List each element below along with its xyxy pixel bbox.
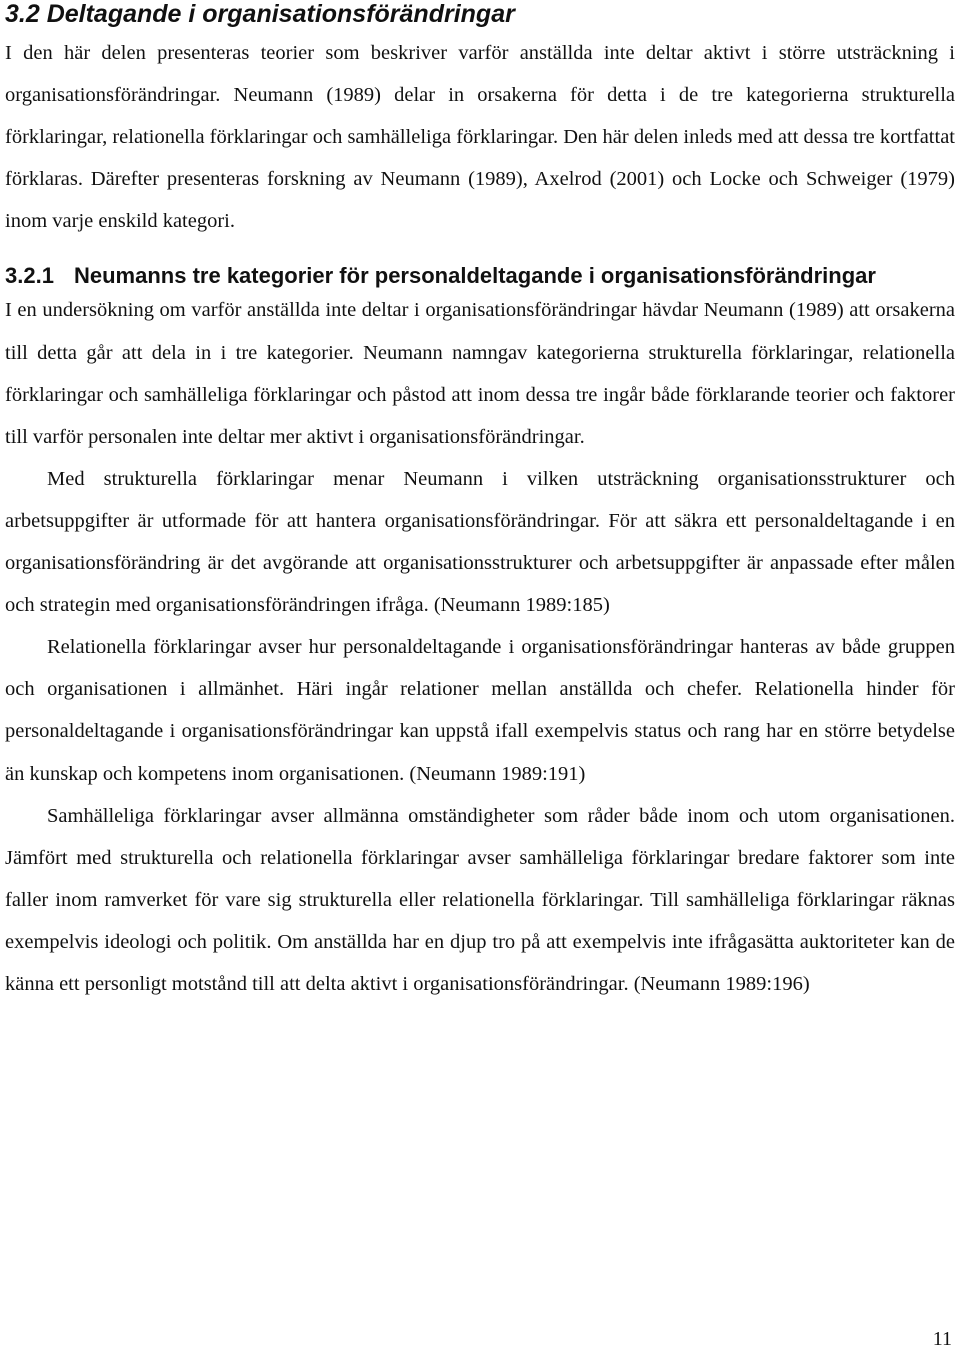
section-intro-paragraph: I den här delen presenteras teorier som beskriver varför anställda inte deltar aktivt i större utsträckning i organisationsförändringar. Neumann (1989) delar in orsakerna för detta i de tre kategorierna strukturella förklaringar, relationella förklaringar och samhälleliga förklaringar. Den här delen inleds med att dessa tre kortfattat förklaras. Därefter presenteras forskning av Neumann (1989), Axelrod (2001) och Locke och Schweiger (1979) inom varje enskild kategori.: [5, 42, 955, 233]
paragraph-3: Relationella förklaringar avser hur personaldeltagande i organisationsförändringar hanteras av både gruppen och organisationen i allmänhet. Häri ingår relationer mellan anställda och chefer. Relationella hinder för personaldeltagande i organisationsförändringar kan uppstå ifall exempelvis status och rang har en större betydelse än kunskap och kompetens inom organisationen. (Neumann 1989:191): [5, 636, 955, 785]
subsection-heading: [5, 262, 955, 289]
subsection-number: 3.2.1: [5, 263, 54, 289]
paragraph-4: Samhälleliga förklaringar avser allmänna omständigheter som råder både inom och utom organisationen. Jämfört med strukturella och relationella förklaringar avser samhälleliga förklaringar bredare faktorer som inte faller inom ramverket för vare sig strukturella eller relationella förklaringar. Till samhälleliga förklaringar räknas exempelvis ideologi och politik. Om anställda har en djup tro på att exempelvis inte ifrågasätta auktoriteter kan de känna ett personligt motstånd till att delta aktivt i organisationsförändringar. (Neumann 1989:196): [5, 804, 955, 995]
subsection-title: Neumanns tre kategorier för personaldeltagande i organisationsförändringar: [74, 263, 876, 289]
document-page: [5, 0, 955, 1005]
paragraph-2: Med strukturella förklaringar menar Neumann i vilken utsträckning organisationsstrukturer och arbetsuppgifter är utformade för att hantera organisationsförändringar. För att säkra ett personaldeltagande i en organisationsförändring är det avgörande att organisationsstrukturer och arbetsuppgifter är anpassade efter målen och strategin med organisationsförändringen ifråga. (Neumann 1989:185): [5, 467, 955, 617]
page-number: 11: [932, 1328, 952, 1350]
paragraph-1: I en undersökning om varför anställda inte deltar i organisationsförändringar hävdar Neumann (1989) att orsakerna till detta går att dela in i tre kategorier. Neumann namngav kategorierna strukturella förklaringar, relationella förklaringar och samhälleliga förklaringar och påstod att inom dessa tre ingår både förklarande teorier och faktorer till varför personalen inte deltar mer aktivt i organisationsförändringar.: [5, 299, 955, 448]
section-heading: 3.2 Deltagande i organisationsförändringar: [5, 0, 515, 28]
